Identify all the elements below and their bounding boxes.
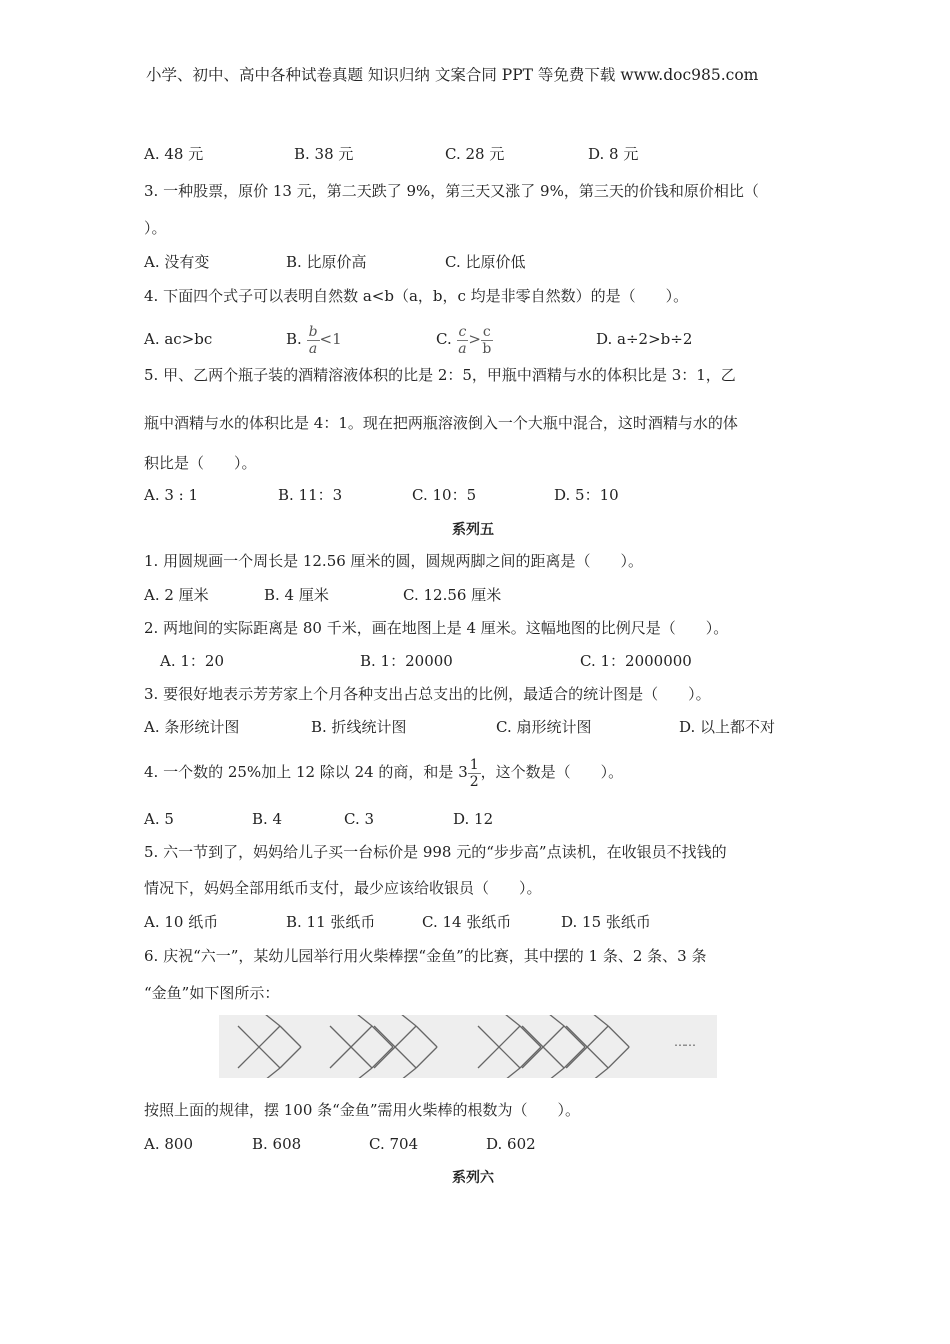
matchstick bbox=[608, 1047, 629, 1068]
denominator: a bbox=[458, 340, 467, 357]
option-d: D. a÷2>b÷2 bbox=[596, 330, 693, 348]
option-c: C. 扇形统计图 bbox=[496, 718, 592, 736]
option-label: B. bbox=[286, 330, 302, 348]
option-a: A. 2 厘米 bbox=[144, 586, 209, 604]
comparison: <1 bbox=[319, 330, 342, 348]
matchstick bbox=[564, 1026, 585, 1047]
option-a: A. 10 纸币 bbox=[144, 913, 219, 931]
matchstick bbox=[280, 1047, 301, 1068]
question-5-line-2: 情况下，妈妈全部用纸币支付，最少应该给收银员（ ）。 bbox=[144, 879, 542, 897]
option-a: A. 条形统计图 bbox=[144, 718, 240, 736]
option-c: C. 704 bbox=[369, 1135, 419, 1153]
matchstick bbox=[499, 1015, 520, 1026]
question-3-cont: ）。 bbox=[144, 219, 167, 237]
option-b: B. 折线统计图 bbox=[311, 718, 407, 736]
option-b: B. 11 张纸币 bbox=[286, 913, 376, 931]
option-b: B. 38 元 bbox=[294, 145, 354, 163]
page-header: 小学、初中、高中各种试卷真题 知识归纳 文案合同 PPT 等免费下载 www.doc985.com bbox=[146, 66, 759, 84]
option-a: A. 800 bbox=[144, 1135, 193, 1153]
numerator: b bbox=[308, 323, 318, 340]
option-c: C. 28 元 bbox=[445, 145, 505, 163]
matchstick bbox=[280, 1026, 301, 1047]
option-b: B. 11：3 bbox=[278, 486, 343, 504]
matchstick bbox=[564, 1047, 585, 1068]
matchstick bbox=[395, 1068, 416, 1078]
fraction-left bbox=[457, 324, 469, 357]
option-d: D. 8 元 bbox=[588, 145, 639, 163]
option-b: B. 608 bbox=[252, 1135, 302, 1153]
matchstick bbox=[259, 1015, 280, 1026]
section-title: 系列五 bbox=[452, 522, 494, 538]
question-1: 1. 用圆规画一个周长是 12.56 厘米的圆，圆规两脚之间的距离是（ ）。 bbox=[144, 552, 644, 570]
option-c: C. 10：5 bbox=[412, 486, 477, 504]
option-c: C. 1：2000000 bbox=[580, 652, 692, 670]
option-a: A. 1：20 bbox=[160, 652, 224, 670]
question-5-line-3: 积比是（ ）。 bbox=[144, 454, 257, 472]
option-label: C. bbox=[436, 330, 452, 348]
fraction bbox=[307, 324, 320, 357]
matchstick bbox=[520, 1026, 541, 1047]
question-text: 4. 一个数的 25%加上 12 除以 24 的商，和是 3 bbox=[144, 763, 468, 781]
option-a: A. 48 元 bbox=[144, 145, 204, 163]
matchstick bbox=[259, 1068, 280, 1078]
numerator: 1 bbox=[469, 756, 479, 773]
question-6-line-2: “金鱼”如下图所示： bbox=[144, 984, 280, 1002]
option-b: B. 比原价高 bbox=[286, 253, 367, 271]
matchstick bbox=[543, 1015, 564, 1026]
matchstick bbox=[351, 1015, 372, 1026]
denominator: 2 bbox=[469, 773, 479, 790]
question-3: 3. 一种股票，原价 13 元，第二天跌了 9%，第三天又涨了 9%，第三天的价钱和原价相比（ bbox=[144, 182, 759, 200]
option-c: C. 3 bbox=[344, 810, 375, 828]
matchstick bbox=[499, 1068, 520, 1078]
option-b bbox=[286, 319, 342, 359]
matchstick bbox=[587, 1015, 608, 1026]
matchstick bbox=[520, 1047, 541, 1068]
option-a: A. 3 : 1 bbox=[144, 486, 199, 504]
fraction-right bbox=[481, 324, 493, 357]
question-6-line-1: 6. 庆祝“六一”，某幼儿园举行用火柴棒摆“金鱼”的比赛，其中摆的 1 条、2 条、3 条 bbox=[144, 947, 707, 965]
question-2: 2. 两地间的实际距离是 80 千米，画在地图上是 4 厘米。这幅地图的比例尺是（ ）。 bbox=[144, 619, 729, 637]
matchstick bbox=[587, 1068, 608, 1078]
option-d: D. 602 bbox=[486, 1135, 536, 1153]
option-c: C. 比原价低 bbox=[445, 253, 526, 271]
option-a: A. 没有变 bbox=[144, 253, 210, 271]
option-c: C. 14 张纸币 bbox=[422, 913, 512, 931]
option-d: D. 15 张纸币 bbox=[561, 913, 651, 931]
matchstick-fish-drawing bbox=[219, 1015, 717, 1078]
option-d: D. 5：10 bbox=[554, 486, 619, 504]
matchstick bbox=[351, 1068, 372, 1078]
option-a: A. 5 bbox=[144, 810, 174, 828]
denominator: a bbox=[308, 340, 318, 357]
matchstick bbox=[416, 1047, 437, 1068]
option-b: B. 1：20000 bbox=[360, 652, 453, 670]
question-text: ，这个数是（ ）。 bbox=[480, 763, 624, 781]
ellipsis: …… bbox=[674, 1035, 694, 1049]
matchstick bbox=[372, 1047, 393, 1068]
option-b: B. 4 厘米 bbox=[264, 586, 329, 604]
numerator: c bbox=[458, 323, 467, 340]
comparison: > bbox=[468, 330, 481, 348]
option-a: A. ac>bc bbox=[144, 330, 213, 348]
question-5-line-2: 瓶中酒精与水的体积比是 4：1。现在把两瓶溶液倒入一个大瓶中混合，这时酒精与水的体 bbox=[144, 414, 738, 432]
matchstick bbox=[395, 1015, 416, 1026]
option-b: B. 4 bbox=[252, 810, 283, 828]
section-title: 系列六 bbox=[452, 1170, 494, 1186]
option-d: D. 12 bbox=[453, 810, 494, 828]
question-4: 4. 下面四个式子可以表明自然数 a<b（a，b，c 均是非零自然数）的是（ ）。 bbox=[144, 287, 689, 305]
matchstick bbox=[416, 1026, 437, 1047]
question-3: 3. 要很好地表示芳芳家上个月各种支出占总支出的比例，最适合的统计图是（ ）。 bbox=[144, 685, 711, 703]
option-d: D. 以上都不对 bbox=[679, 718, 776, 736]
fraction bbox=[468, 757, 481, 790]
goldfish-matchstick-figure bbox=[219, 1015, 717, 1078]
option-c bbox=[436, 319, 493, 359]
denominator: b bbox=[482, 340, 492, 357]
question-4 bbox=[144, 752, 623, 792]
question-6-prompt: 按照上面的规律，摆 100 条“金鱼”需用火柴棒的根数为（ ）。 bbox=[144, 1101, 581, 1119]
matchstick bbox=[372, 1026, 393, 1047]
question-5-line-1: 5. 六一节到了，妈妈给儿子买一台标价是 998 元的“步步高”点读机，在收银员不找钱的 bbox=[144, 843, 727, 861]
matchstick bbox=[608, 1026, 629, 1047]
option-c: C. 12.56 厘米 bbox=[403, 586, 502, 604]
numerator: c bbox=[482, 323, 491, 340]
question-5-line-1: 5. 甲、乙两个瓶子装的酒精溶液体积的比是 2：5，甲瓶中酒精与水的体积比是 3：1，乙 bbox=[144, 366, 736, 384]
matchstick bbox=[543, 1068, 564, 1078]
